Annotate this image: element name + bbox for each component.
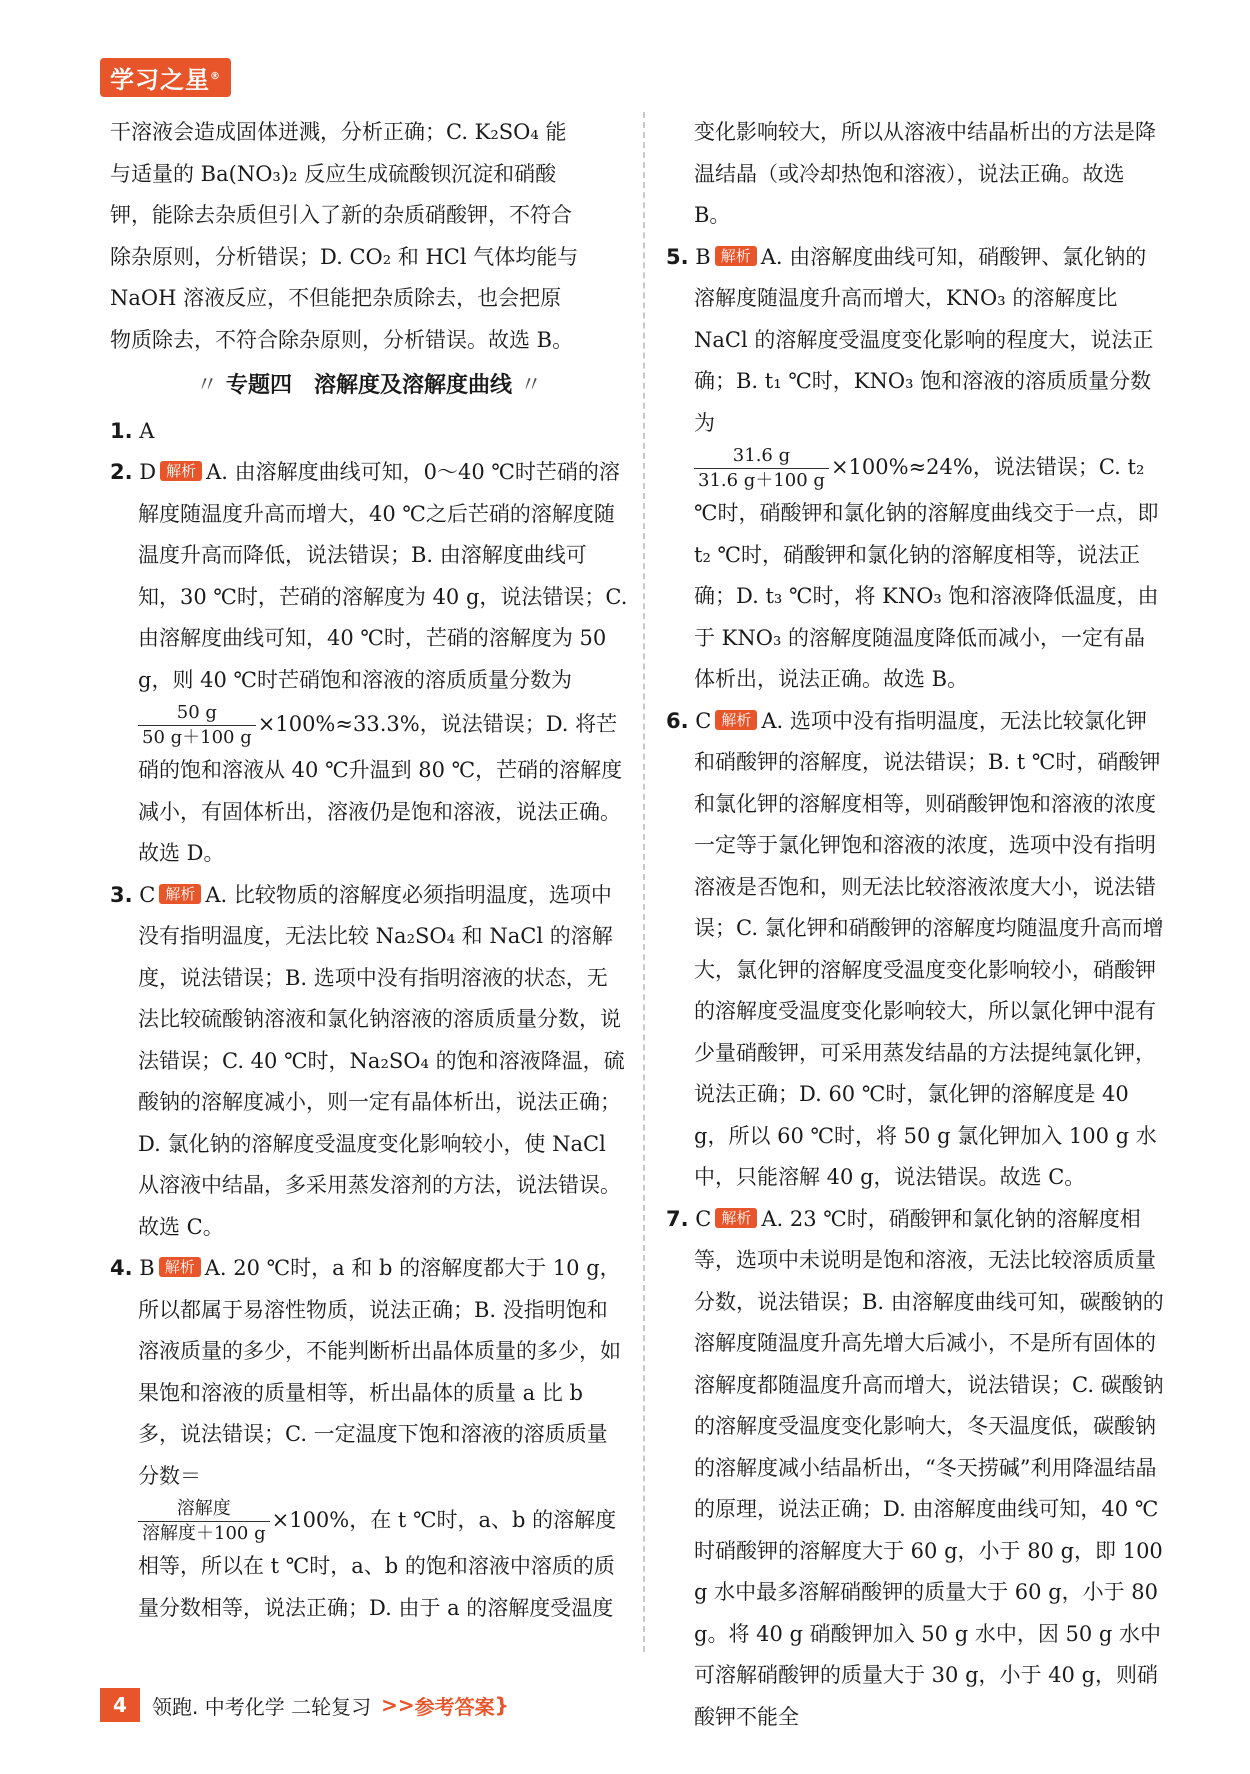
question-number: 3. [110, 882, 133, 907]
fraction-denominator: 溶解度＋100 g [142, 1523, 266, 1544]
answer-letter: B [139, 1256, 155, 1280]
question-number: 1. [110, 418, 133, 443]
analysis-tag: 解析 [715, 710, 757, 730]
explanation-text: A. 选项中没有指明温度，无法比较氯化钾和硝酸钾的溶解度，说法错误；B. t ℃时，硝酸钾和氯化钾的溶解度相等，则硝酸钾饱和溶液的浓度一定等于氯化钾饱和溶液的浓度，选项中没有指明溶液是否饱和，则无法比较溶液浓度大小，说法错误；C. 氯化钾和硝酸钾的溶解度均随温度升高而增大，氯化钾的溶解度受温度变化影响较小，硝酸钾的溶解度受温度变化影响较大，所以氯化钾中混有少量硝酸钾，可采用蒸发结晶的方法提纯氯化钾，说法正确；D. 60 ℃时，氯化钾的溶解度是 40 g，所以 60 ℃时，将 50 g 氯化钾加入 100 g 水中，只能溶解 40 g，说法错误。故选 C。 [694, 708, 1164, 1189]
section-title [110, 365, 628, 407]
section-deco-right: 〃 [520, 373, 543, 398]
explanation-text: A. 23 ℃时，硝酸钾和氯化钠的溶解度相等，选项中未说明是饱和溶液，无法比较溶质质量分数，说法错误；B. 由溶解度曲线可知，碳酸钠的溶解度随温度升高先增大后减小，不是所有固体的溶解度都随温度升高而增大，说法错误；C. 碳酸钠的溶解度受温度变化影响大，冬天温度低，碳酸钠的溶解度减小结晶析出，“冬天捞碱”利用降温结晶的原理，说法正确；D. 由溶解度曲线可知，40 ℃时硝酸钾的溶解度大于 60 g，小于 80 g，即 100 g 水中最多溶解硝酸钾的质量大于 60 g，小于 80 g。将 40 g 硝酸钾加入 50 g 水中，因 50 g 水中可溶解硝酸钾的质量大于 30 g，小于 40 g，则硝酸钾不能全 [694, 1206, 1164, 1729]
fraction-denominator: 50 g＋100 g [142, 727, 252, 748]
text-line: 物质除去，不符合除杂原则，分析错误。故选 B。 [110, 327, 574, 352]
question-7 [666, 1199, 1166, 1739]
answer-letter: C [139, 882, 156, 907]
book-title: 领跑. 中考化学 二轮复习 [152, 1694, 372, 1719]
double-arrow-icon: >> [381, 1693, 415, 1717]
fraction [138, 701, 256, 750]
brand-logo: 学习之星® [100, 58, 231, 97]
section-deco-left: 〃 [195, 373, 218, 398]
text-line: 温结晶（或冷却热饱和溶液），说法正确。故选 B。 [694, 161, 1125, 227]
answer-letter: C [695, 1206, 712, 1231]
fraction [138, 1497, 270, 1546]
left-column [110, 112, 628, 1629]
answer-letter: A [139, 418, 155, 443]
question-number: 7. [666, 1206, 689, 1231]
question-2-continued [110, 701, 628, 875]
text-line: 钾，能除去杂质但引入了新的杂质硝酸钾，不符合 [110, 203, 572, 227]
page-number: 4 [100, 1688, 140, 1722]
analysis-tag: 解析 [715, 1208, 757, 1228]
fraction-numerator: 31.6 g [694, 444, 829, 469]
fraction-numerator: 溶解度 [138, 1497, 270, 1522]
question-5-continued [666, 444, 1166, 701]
question-1 [110, 411, 628, 453]
text-line: 干溶液会造成固体迸溅，分析正确；C. K₂SO₄ 能 [110, 120, 567, 144]
explanation-text: A. 由溶解度曲线可知，硝酸钾、氯化钠的溶解度随温度升高而增大，KNO₃ 的溶解度比 NaCl 的溶解度受温度变化影响的程度大，说法正确；B. t₁ ℃时，KNO₃ 饱和溶液的溶质质量分数为 [694, 244, 1154, 435]
question-number: 4. [110, 1256, 133, 1280]
analysis-tag: 解析 [160, 461, 202, 481]
fraction-numerator: 50 g [138, 701, 256, 726]
explanation-text: ×100%，在 t ℃时，a、b 的溶解度相等，所以在 t ℃时，a、b 的饱和溶液中溶质的质量分数相等，说法正确；D. 由于 a 的溶解度受温度 [138, 1508, 617, 1620]
explanation-text: A. 20 ℃时，a 和 b 的溶解度都大于 10 g，所以都属于易溶性物质，说法正确；B. 没指明饱和溶液质量的多少，不能判断析出晶体质量的多少，如果饱和溶液的质量相等，析出晶体的质量 a 比 b 多，说法错误；C. 一定温度下饱和溶液的溶质质量分数＝ [138, 1256, 621, 1488]
question-6 [666, 701, 1166, 1199]
analysis-tag: 解析 [715, 246, 757, 266]
question-number: 2. [110, 460, 133, 484]
question-2 [110, 452, 628, 701]
text-line: 变化影响较大，所以从溶液中结晶析出的方法是降 [694, 120, 1156, 144]
question-4-continued [110, 1497, 628, 1629]
text-line: NaOH 溶液反应，不但能把杂质除去，也会把原 [110, 286, 562, 310]
section-title-text: 专题四 溶解度及溶解度曲线 [225, 373, 512, 398]
analysis-tag: 解析 [159, 884, 201, 904]
question-4 [110, 1248, 628, 1497]
column-divider [643, 112, 645, 1652]
text-line: 除杂原则，分析错误；D. CO₂ 和 HCl 气体均能与 [110, 244, 579, 269]
fraction [694, 444, 829, 493]
bracket-icon: } [494, 1693, 509, 1717]
explanation-text: A. 由溶解度曲线可知，0～40 ℃时芒硝的溶解度随温度升高而增大，40 ℃之后芒硝的溶解度随温度升高而降低，说法错误；B. 由溶解度曲线可知，30 ℃时，芒硝的溶解度为 40 g，说法错误；C. 由溶解度曲线可知，40 ℃时，芒硝的溶解度为 50 g，则 40 ℃时芒硝饱和溶液的溶质质量分数为 [138, 460, 628, 692]
answer-letter: D [139, 460, 157, 484]
explanation-text: ×100%≈33.3%，说法错误；D. 将芒硝的饱和溶液从 40 ℃升温到 80 ℃，芒硝的溶解度减小，有固体析出，溶液仍是饱和溶液，说法正确。故选 D。 [138, 712, 623, 865]
question-number: 5. [666, 244, 689, 269]
question-number: 6. [666, 708, 689, 733]
answer-letter: B [695, 244, 711, 269]
right-intro [666, 112, 1166, 237]
answer-label: 参考答案 [414, 1694, 495, 1719]
explanation-text: A. 比较物质的溶解度必须指明温度，选项中没有指明温度，无法比较 Na₂SO₄ 和 NaCl 的溶解度，说法错误；B. 选项中没有指明溶液的状态，无法比较硫酸钠溶液和氯化钠溶液的溶质质量分数，说法错误；C. 40 ℃时，Na₂SO₄ 的饱和溶液降温，硫酸钠的溶解度减小，则一定有晶体析出，说法正确；D. 氯化钠的溶解度受温度变化影响较小，使 NaCl 从溶液中结晶，多采用蒸发溶剂的方法，说法错误。故选 C。 [138, 882, 625, 1239]
text-line: 与适量的 Ba(NO₃)₂ 反应生成硫酸钡沉淀和硝酸 [110, 161, 557, 186]
right-column [666, 112, 1166, 1738]
left-intro [110, 112, 628, 361]
question-3 [110, 875, 628, 1249]
answer-letter: C [695, 708, 712, 733]
explanation-text: ×100%≈24%，说法错误；C. t₂ ℃时，硝酸钾和氯化钠的溶解度曲线交于一点，即 t₂ ℃时，硝酸钾和氯化钠的溶解度相等，说法正确；D. t₃ ℃时，将 KNO₃ 饱和溶液降低温度，由于 KNO₃ 的溶解度随温度降低而减小，一定有晶体析出，说法正确。故选 B。 [694, 455, 1159, 691]
fraction-denominator: 31.6 g＋100 g [698, 470, 825, 491]
analysis-tag: 解析 [159, 1257, 201, 1277]
question-5 [666, 237, 1166, 445]
page-footer [100, 1688, 509, 1722]
